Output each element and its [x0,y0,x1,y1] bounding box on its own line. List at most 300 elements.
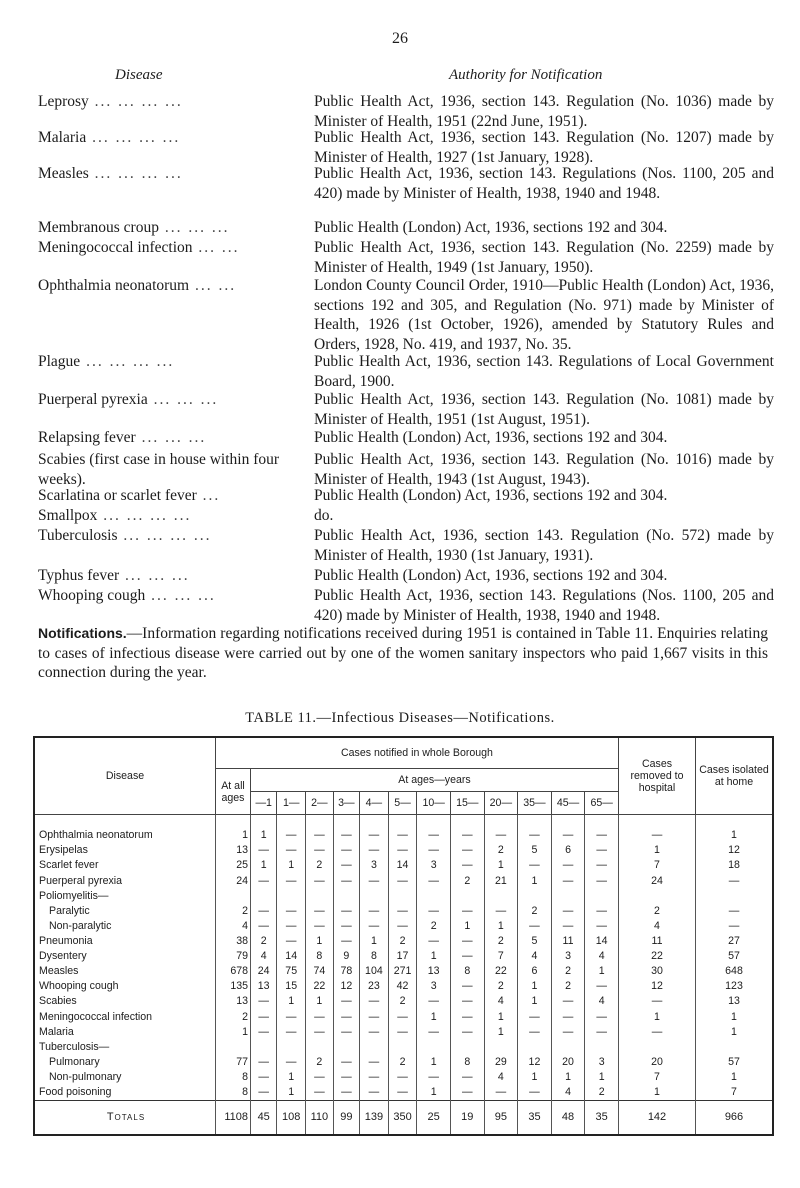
table-cell: 11 [619,933,696,948]
table-cell: 14 [277,949,306,964]
table-cell: — [251,903,277,918]
table-cell: 2 [551,964,585,979]
table-cell: 7 [696,1085,774,1101]
table-cell: 5 [518,933,552,948]
table-cell: 1 [216,828,251,843]
table-cell: — [360,1069,389,1084]
table-cell: — [417,994,451,1009]
disease-name [38,164,298,184]
table-cell: — [360,873,389,888]
table-cell [251,1039,277,1054]
row-disease-name: Tuberculosis— [34,1039,216,1054]
authority-text: Public Health Act, 1936, section 143. Regulation (No. 1016) made by Minister of Health, 1943 (1st August, 1943). [314,451,774,488]
table-cell: 108 [277,1100,306,1135]
disease-name [38,352,298,372]
table-cell: 13 [216,843,251,858]
table-cell [696,1039,774,1054]
table-cell: 648 [696,964,774,979]
authority-text: Public Health Act, 1936, section 143. Regulation (No. 1081) made by Minister of Health, 1951 (1st August, 1951). [314,391,774,428]
table-cell [619,888,696,903]
table-body [34,815,773,1136]
table-cell: — [277,903,306,918]
table-cell [277,1039,306,1054]
table-cell: — [333,873,359,888]
table-cell: 110 [306,1100,334,1135]
table-cell: — [360,1024,389,1039]
table-cell: — [585,1024,619,1039]
notifications-table [33,736,774,1136]
table-row [34,828,773,843]
header-removed-to-hospital: Cases removed to hospital [619,737,696,815]
table-cell: — [388,903,417,918]
table-cell: 2 [484,979,518,994]
authority-text: Public Health Act, 1936, section 143. Regulation (No. 2259) made by Minister of Health, 1949 (1st January, 1950). [314,239,774,276]
table-cell: — [360,918,389,933]
table-cell: 2 [388,994,417,1009]
table-cell: 1 [696,828,774,843]
table-cell: — [417,843,451,858]
page-number: 26 [392,30,408,47]
table-cell: 2 [388,933,417,948]
table-cell: 2 [216,903,251,918]
table-cell: — [417,828,451,843]
disease-label: Relapsing fever [38,429,136,446]
disease-name [38,390,298,410]
table-cell: — [450,828,484,843]
table-cell: — [306,918,334,933]
table-row [34,979,773,994]
table-cell [450,1039,484,1054]
table-cell: 24 [619,873,696,888]
row-disease-name: Food poisoning [34,1085,216,1101]
header-isolated-at-home: Cases isolated at home [696,737,774,815]
table-cell: — [417,873,451,888]
table-cell [251,888,277,903]
authority-text: Public Health (London) Act, 1936, sections 192 and 304. [314,429,668,446]
table-cell: 1 [484,1009,518,1024]
table-row [34,843,773,858]
table-cell: 12 [619,979,696,994]
table-cell: — [360,1009,389,1024]
table-cell: — [306,873,334,888]
table-cell: — [619,994,696,1009]
table-cell: — [450,843,484,858]
table-cell: 13 [251,979,277,994]
table-cell: — [518,1024,552,1039]
table-cell [360,1039,389,1054]
table-cell: 13 [696,994,774,1009]
table-row [34,1054,773,1069]
authority-text: London County Council Order, 1910—Public Health (London) Act, 1936, sections 192 and 305, and Regulation (No. 971) made by Minister of Health, 1926 (1st October, 1926), amended by Statutory Rules and Orders, 1928, No. 419, and 1937, No. 35. [314,277,774,353]
table-cell: — [551,828,585,843]
table-cell [216,1039,251,1054]
table-cell: — [360,903,389,918]
disease-label: Leprosy [38,93,89,110]
table-cell: — [333,1085,359,1101]
table-cell: 1 [360,933,389,948]
table-cell: — [306,828,334,843]
table-cell: — [585,873,619,888]
table-cell: 1 [619,1085,696,1101]
dot-leader: ... [196,487,221,504]
table-cell: — [518,828,552,843]
table-cell [551,888,585,903]
table-cell: — [251,843,277,858]
table-cell: — [388,843,417,858]
disease-name [38,506,298,526]
table-cell: — [333,828,359,843]
table-cell: — [306,1024,334,1039]
age-column-header: 20— [484,792,518,815]
table-cell: 12 [333,979,359,994]
table-cell: 2 [585,1085,619,1101]
disease-name [38,526,298,546]
table-cell: 1 [518,1069,552,1084]
authority-text: Public Health Act, 1936, section 143. Regulations of Local Government Board, 1900. [314,353,774,390]
table-cell: — [277,918,306,933]
table-cell: 27 [696,933,774,948]
table-cell: 1 [216,1024,251,1039]
dot-leader: ... ... ... ... [88,93,183,110]
table-cell: 25 [216,858,251,873]
table-cell: 1 [585,1069,619,1084]
table-cell: 1 [518,994,552,1009]
authority-text: Public Health Act, 1936, section 143. Regulation (No. 572) made by Minister of Health, 1930 (1st January, 1931). [314,527,774,564]
table-cell: — [333,1069,359,1084]
table-cell [417,888,451,903]
table-cell: — [450,858,484,873]
age-column-header: —1 [251,792,277,815]
table-cell: — [333,918,359,933]
disease-name [38,450,298,489]
table-cell: 3 [360,858,389,873]
table-cell: 15 [277,979,306,994]
age-column-header: 4— [360,792,389,815]
table-cell: 1 [306,994,334,1009]
table-cell: — [333,1054,359,1069]
table-cell: 4 [484,994,518,1009]
table-cell: 21 [484,873,518,888]
table-cell: 8 [450,1054,484,1069]
table-cell: 78 [333,964,359,979]
table-cell: — [551,858,585,873]
disease-label: Plague [38,353,81,370]
table-cell: — [306,1009,334,1024]
table-cell: 1 [484,1024,518,1039]
table-cell: 1 [277,858,306,873]
table-cell: 139 [360,1100,389,1135]
table-cell: 18 [696,858,774,873]
table-cell: — [333,994,359,1009]
table-cell: — [277,1024,306,1039]
table-cell: — [251,1054,277,1069]
disease-label: Membranous croup [38,219,159,236]
table-cell: — [484,1085,518,1101]
table-cell [277,888,306,903]
notifications-heading: Notifications. [38,625,127,641]
table-cell: 79 [216,949,251,964]
table-cell: 4 [551,1085,585,1101]
table-cell: — [360,994,389,1009]
table-cell: 24 [251,964,277,979]
table-cell [333,888,359,903]
table-cell: — [333,933,359,948]
column-heading-disease: Disease [115,67,163,83]
table-cell: 2 [388,1054,417,1069]
table-cell: 350 [388,1100,417,1135]
dot-leader: ... ... ... ... [88,165,183,182]
table-cell: 142 [619,1100,696,1135]
table-cell: 6 [551,843,585,858]
table-cell: 22 [484,964,518,979]
table-cell: 14 [388,858,417,873]
table-cell: — [696,873,774,888]
table-row [34,873,773,888]
table-cell: 2 [306,1054,334,1069]
table-cell [360,888,389,903]
table-cell: 99 [333,1100,359,1135]
table-cell: 1 [484,918,518,933]
table-cell: 57 [696,949,774,964]
table-row [34,933,773,948]
row-disease-name: Pneumonia [34,933,216,948]
table-title: TABLE 11.—Infectious Diseases—Notifications. [245,710,555,726]
table-cell: 24 [216,873,251,888]
authority-text: Public Health (London) Act, 1936, sections 192 and 304. [314,567,668,584]
table-cell: 3 [551,949,585,964]
row-disease-name: Poliomyelitis— [34,888,216,903]
table-cell: — [277,1009,306,1024]
table-cell: 22 [306,979,334,994]
table-cell: 4 [585,949,619,964]
table-cell [306,888,334,903]
dot-leader: ... ... [192,239,240,256]
table-cell: 1 [417,1009,451,1024]
table-cell: — [551,1024,585,1039]
table-cell: — [551,903,585,918]
disease-label: Smallpox [38,507,98,524]
table-cell: — [450,1009,484,1024]
table-cell: 1 [518,979,552,994]
row-disease-name: Non-pulmonary [34,1069,216,1084]
table-cell: — [696,903,774,918]
table-cell: — [360,843,389,858]
table-cell: 30 [619,964,696,979]
table-cell: — [417,933,451,948]
age-column-header: 10— [417,792,451,815]
table-cell: 104 [360,964,389,979]
disease-name [38,586,298,606]
disease-label: Whooping cough [38,587,146,604]
notifications-text: —Information regarding notifications received during 1951 is contained in Table 11. Enquiries relating to cases of infectious disease were carried out by one of the women sanitary inspectors who paid 1,667 visits in this connection during the year. [38,625,768,681]
table-cell: — [277,873,306,888]
table-cell: 2 [306,858,334,873]
table-cell [484,1039,518,1054]
table-cell [551,1039,585,1054]
table-cell: — [388,1024,417,1039]
table-cell [585,888,619,903]
table-cell: 38 [216,933,251,948]
dot-leader: ... ... ... ... [97,507,192,524]
table-cell: — [360,1085,389,1101]
table-cell: 2 [551,979,585,994]
table-cell: 4 [585,994,619,1009]
table-cell [585,1039,619,1054]
table-cell: — [251,918,277,933]
table-cell: 4 [518,949,552,964]
table-cell: 12 [696,843,774,858]
table-cell: 4 [484,1069,518,1084]
table-cell: — [585,828,619,843]
table-cell: — [388,873,417,888]
table-cell: — [518,1085,552,1101]
table-cell: — [333,903,359,918]
age-column-header: 2— [306,792,334,815]
table-cell: — [251,873,277,888]
table-cell: — [306,843,334,858]
table-cell: — [277,933,306,948]
table-cell: 19 [450,1100,484,1135]
table-cell: 1 [551,1069,585,1084]
table-cell: — [388,918,417,933]
table-cell: — [619,828,696,843]
table-cell: — [551,918,585,933]
table-row [34,918,773,933]
table-cell: 1108 [216,1100,251,1135]
table-cell: — [450,1069,484,1084]
table-cell: — [333,1024,359,1039]
table-cell: 2 [251,933,277,948]
table-cell [619,1039,696,1054]
table-cell: — [277,828,306,843]
disease-name [38,428,298,448]
table-cell: 25 [417,1100,451,1135]
table-cell: 4 [251,949,277,964]
table-cell: — [619,1024,696,1039]
table-cell: — [388,1009,417,1024]
table-cell: 20 [619,1054,696,1069]
table-cell: 9 [333,949,359,964]
table-cell: — [585,843,619,858]
table-cell: 1 [251,858,277,873]
table-cell: 6 [518,964,552,979]
table-cell: 22 [619,949,696,964]
header-disease: Disease [34,737,216,815]
table-row [34,888,773,903]
totals-row [34,1100,773,1135]
dot-leader: ... ... [189,277,237,294]
age-column-header: 5— [388,792,417,815]
table-cell: — [484,903,518,918]
disease-name [38,276,298,296]
row-disease-name: Scarlet fever [34,858,216,873]
table-cell: — [450,979,484,994]
table-cell: 20 [551,1054,585,1069]
table-cell: 1 [251,828,277,843]
table-cell: 1 [417,1085,451,1101]
table-cell: — [333,858,359,873]
table-cell: — [696,918,774,933]
table-cell: — [585,1009,619,1024]
authority-text: Public Health Act, 1936, section 143. Regulation (No. 1036) made by Minister of Health, 1951 (22nd June, 1951). [314,93,774,130]
disease-label: Scabies (first case in house within four weeks). [38,451,280,488]
spacer-row [34,815,773,828]
dot-leader: ... ... ... [119,567,190,584]
table-row [34,964,773,979]
disease-name [38,128,298,148]
age-column-header: 15— [450,792,484,815]
table-cell: — [388,1069,417,1084]
table-cell: 135 [216,979,251,994]
table-cell: — [360,1054,389,1069]
table-cell: 8 [360,949,389,964]
table-cell: 45 [251,1100,277,1135]
column-heading-authority: Authority for Notification [449,67,603,83]
table-cell: — [251,1009,277,1024]
authority-text: Public Health (London) Act, 1936, sections 192 and 304. [314,487,668,504]
age-column-header: 3— [333,792,359,815]
age-column-header: 65— [585,792,619,815]
disease-label: Measles [38,165,89,182]
table-cell: 123 [696,979,774,994]
table-row [34,994,773,1009]
table-row [34,858,773,873]
table-cell: 271 [388,964,417,979]
table-cell: 7 [484,949,518,964]
table-cell: 1 [277,994,306,1009]
table-cell: 4 [216,918,251,933]
table-cell: 1 [306,933,334,948]
table-cell: 75 [277,964,306,979]
table-cell [518,1039,552,1054]
header-age-group: At ages—years [251,769,619,792]
table-cell: 42 [388,979,417,994]
table-cell: 1 [696,1069,774,1084]
table-cell: 1 [450,918,484,933]
row-disease-name: Scabies [34,994,216,1009]
table-row [34,949,773,964]
table-cell: — [518,918,552,933]
table-cell: — [585,903,619,918]
table-cell: 4 [619,918,696,933]
table-cell: — [417,1024,451,1039]
table-cell: — [450,949,484,964]
table-cell: — [306,1069,334,1084]
table-cell: 77 [216,1054,251,1069]
disease-name [38,238,298,258]
row-disease-name: Dysentery [34,949,216,964]
disease-name [38,566,298,586]
disease-label: Scarlatina or scarlet fever [38,487,197,504]
table-cell: — [251,1085,277,1101]
table-cell: 1 [619,843,696,858]
table-cell: — [450,1024,484,1039]
table-cell: 966 [696,1100,774,1135]
table-cell: — [585,858,619,873]
notifications-paragraph [38,624,768,683]
table-cell: 11 [551,933,585,948]
table-cell: 1 [696,1024,774,1039]
table-cell: 1 [417,1054,451,1069]
table-cell: 35 [518,1100,552,1135]
table-cell [333,1039,359,1054]
table-cell: 3 [417,979,451,994]
table-row [34,1069,773,1084]
table-cell: — [251,994,277,1009]
disease-name [38,486,298,506]
table-cell: 48 [551,1100,585,1135]
table-cell: 1 [585,964,619,979]
